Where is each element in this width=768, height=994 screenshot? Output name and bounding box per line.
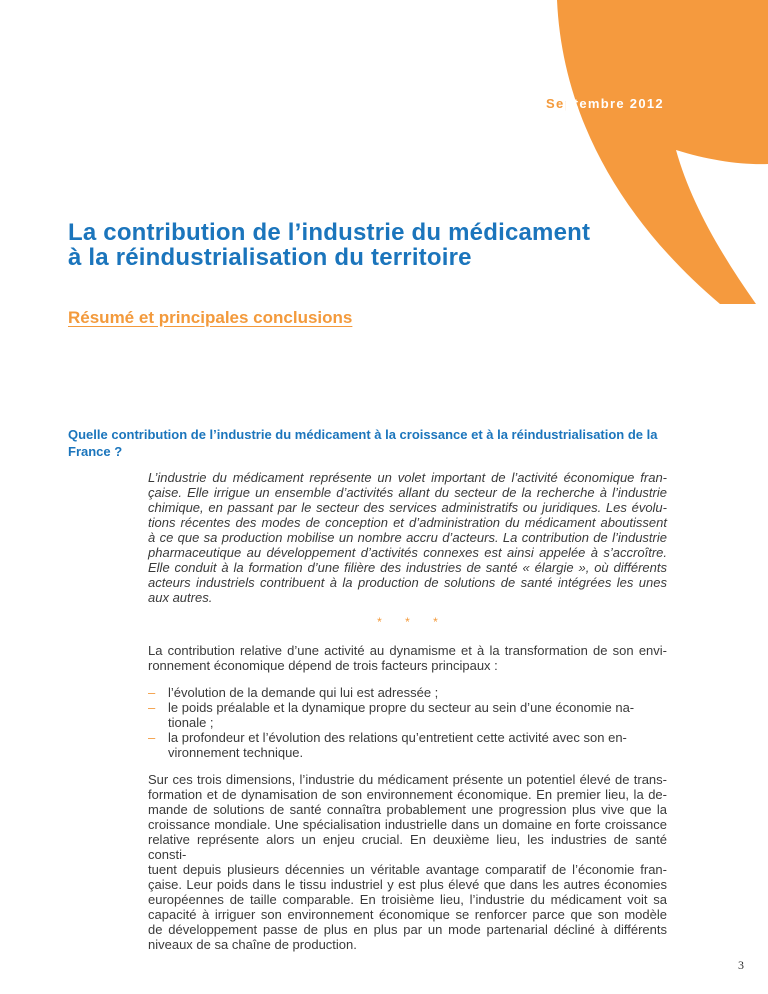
paragraph-line: Elle conduit à la formation d’une filière des industries de santé « élargie », où différents [148, 560, 667, 575]
paragraph-line: relative représente alors un enjeu crucial. En deuxième lieu, les industries de santé consti- [148, 832, 667, 862]
title-line-2: à la réindustrialisation du territoire [68, 244, 472, 271]
orange-quote-decoration [0, 0, 768, 320]
paragraph-line: capacité à irriguer son environnement économique se renforcer parce que son modèle [148, 907, 667, 922]
list-item-text: le poids préalable et la dynamique propre du secteur au sein d’une économie na-tionale ; [168, 700, 635, 730]
paragraph-line: tuent depuis plusieurs décennies un véritable avantage comparatif de l’économie fran- [148, 862, 667, 877]
page-title [68, 220, 688, 270]
paragraph-line: çaise. Leur poids dans le tissu industriel y est plus élevé que dans les autres économies [148, 877, 667, 892]
paragraph-line: Sur ces trois dimensions, l’industrie du médicament présente un potentiel élevé de trans- [148, 772, 667, 787]
page-number: 3 [738, 958, 744, 972]
dash-bullet-icon: – [148, 700, 156, 715]
paragraph-line: formation et de dynamisation de son environnement économique. En premier lieu, la de- [148, 787, 667, 802]
paragraph-line: La contribution relative d’une activité au dynamisme et à la transformation de son envi- [148, 643, 667, 658]
title-line-1: La contribution de l’industrie du médicament [68, 219, 591, 246]
summary-heading: Résumé et principales conclusions [68, 308, 353, 327]
paragraph-line: çaise. Elle irrigue un ensemble d’activités allant du secteur de la recherche à l’industrie [148, 485, 667, 500]
list-item-text: la profondeur et l’évolution des relations qu’entretient cette activité avec son en-vironnement technique. [168, 730, 627, 760]
conclusion-paragraph [148, 772, 667, 952]
section-question: Quelle contribution de l’industrie du médicament à la croissance et à la réindustrialisation de la France ? [68, 427, 658, 459]
paragraph-line: chimique, en passant par le secteur des services administratifs ou juridiques. Les évolu- [148, 500, 667, 515]
paragraph-line: acteurs industriels contribuent à la production de solutions de santé intégrées les unes [148, 575, 667, 590]
list-item [148, 730, 667, 760]
publication-date: Septembre 2012 [546, 96, 664, 111]
factors-list [148, 685, 667, 760]
paragraph-line: mande de solutions de santé connaîtra probablement une progression plus vive que la [148, 802, 667, 817]
paragraph-line: ronnement économique dépend de trois facteurs principaux : [148, 658, 498, 673]
list-item-text: l’évolution de la demande qui lui est adressée ; [168, 685, 439, 700]
list-item [148, 685, 667, 700]
dash-bullet-icon: – [148, 730, 156, 745]
italic-summary-paragraph [148, 470, 667, 605]
separator-stars: * * * [377, 615, 438, 629]
main-content [68, 426, 668, 952]
intro-paragraph [148, 643, 667, 673]
paragraph-line: à ce que sa production mobilise un nombre accru d’acteurs. La contribution de l’industrie [148, 530, 667, 545]
paragraph-line: tions récentes des modes de conception et d’administration du médicament aboutissent [148, 515, 667, 530]
paragraph-line: pharmaceutique au développement d’activités connexes est ainsi appelée à s’accroître. [148, 545, 667, 560]
dash-bullet-icon: – [148, 685, 156, 700]
paragraph-line: aux autres. [148, 590, 213, 605]
paragraph-line: croissance mondiale. Une spécialisation industrielle dans un domaine en forte croissance [148, 817, 667, 832]
paragraph-line: européennes de taille comparable. En troisième lieu, l’industrie du médicament voit sa [148, 892, 667, 907]
paragraph-line: niveaux de sa chaîne de production. [148, 937, 357, 952]
list-item [148, 700, 667, 730]
paragraph-line: L’industrie du médicament représente un volet important de l’activité économique fran- [148, 470, 667, 485]
paragraph-line: de développement passe de plus en plus par un mode partenarial décliné à différents [148, 922, 667, 937]
